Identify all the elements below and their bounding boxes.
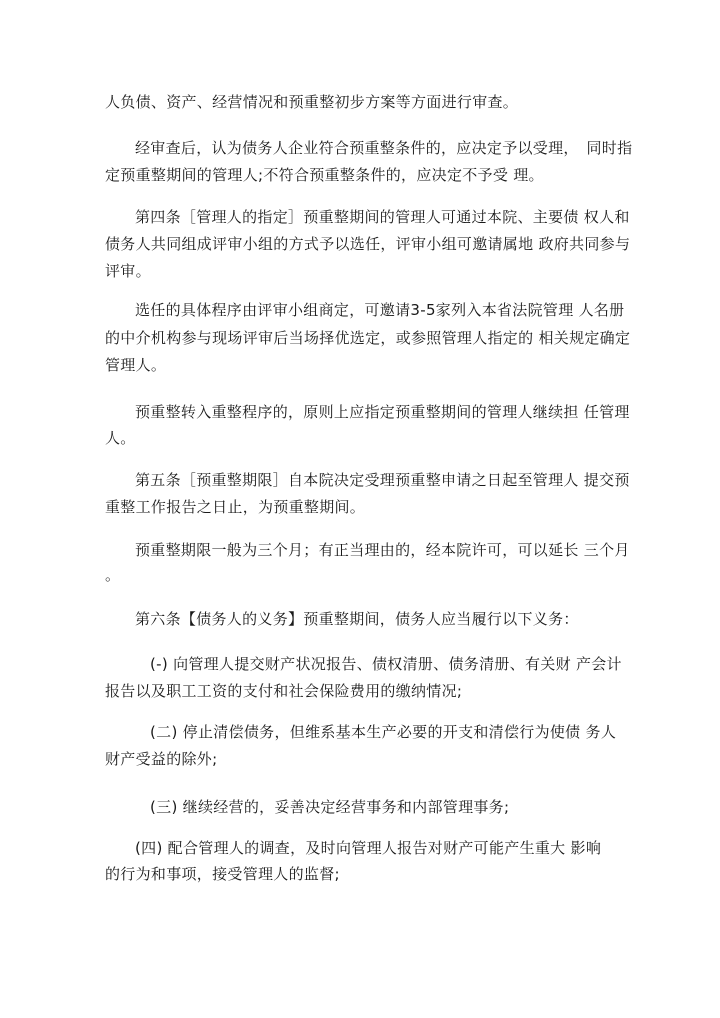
text-line: 经审查后，认为债务人企业符合预重整条件的，应决定予以受理， 同时指 xyxy=(135,139,633,157)
text-line: 。 xyxy=(105,566,121,584)
text-line: 预重整期限一般为三个月；有正当理由的，经本院许可，可以延长 三个月 xyxy=(135,541,630,559)
text-line: 人。 xyxy=(105,429,136,447)
text-line: 的中介机构参与现场评审后当场择优选定，或参照管理人指定的 相关规定确定 xyxy=(105,329,631,347)
text-line: 预重整转入重整程序的，原则上应指定预重整期间的管理人继续担 任管理 xyxy=(135,403,630,421)
text-line: 重整工作报告之日止，为预重整期间。 xyxy=(105,498,366,516)
text-line: 第四条［管理人的指定］预重整期间的管理人可通过本院、主要债 权人和 xyxy=(135,208,630,226)
text-line: (-) 向管理人提交财产状况报告、债权清册、债务清册、有关财 产会计 xyxy=(150,655,622,673)
text-line: 第六条【债务人的义务】预重整期间，债务人应当履行以下义务： xyxy=(135,610,579,628)
text-line: 人负债、资产、经营情况和预重整初步方案等方面进行审查。 xyxy=(105,93,519,111)
text-line: 评审。 xyxy=(105,262,151,280)
text-line: (四) 配合管理人的调查，及时向管理人报告对财产可能产生重大 影响 xyxy=(135,839,602,857)
text-line: 选任的具体程序由评审小组商定，可邀请3-5家列入本省法院管理 人名册 xyxy=(135,301,625,319)
text-line: 财产受益的除外; xyxy=(105,750,218,768)
text-line: (三) 继续经营的，妥善决定经营事务和内部管理事务; xyxy=(150,798,510,816)
text-line: 管理人。 xyxy=(105,356,167,374)
text-line: 报告以及职工工资的支付和社会保险费用的缴纳情况; xyxy=(105,682,463,700)
text-line: 定预重整期间的管理人;不符合预重整条件的，应决定不予受 理。 xyxy=(105,166,544,184)
text-line: 的行为和事项，接受管理人的监督; xyxy=(105,865,340,883)
text-line: 第五条［预重整期限］自本院决定受理预重整申请之日起至管理人 提交预 xyxy=(135,471,630,489)
text-line: (二) 停止清偿债务，但维系基本生产必要的开支和清偿行为使债 务人 xyxy=(150,723,617,741)
text-line: 债务人共同组成评审小组的方式予以选任，评审小组可邀请属地 政府共同参与 xyxy=(105,235,631,253)
